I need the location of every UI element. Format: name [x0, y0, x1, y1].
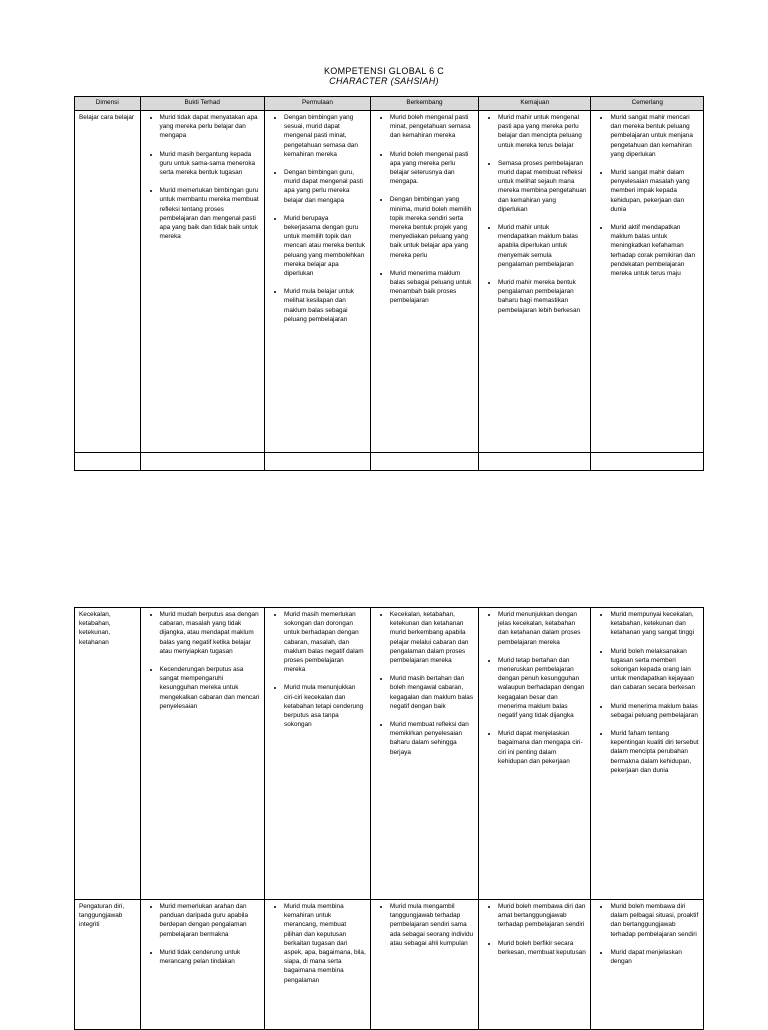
- descriptor-item: • Murid tetap bertahan dan meneruskan pembelajaran dengan penuh kesungguhan walaupun berhadapan dengan kegagalan besar dan menerima maklum balas negatif yang tidak dijangka: [498, 656, 586, 720]
- competency-table-2: [74, 607, 704, 1030]
- descriptor-item: • Murid masih bergantung kepada guru untuk sama-sama meneroka serta mereka bentuk tugasan: [160, 150, 260, 178]
- empty-row: [75, 453, 704, 471]
- descriptor-item: • Murid mempunyai kecekalan, ketabahan, ketekunan dan ketahanan yang sangat tinggi: [610, 610, 699, 638]
- descriptor-item: • Murid menerima maklum balas sebagai peluang untuk menambah baik proses pembelajaran: [390, 269, 474, 306]
- descriptor-item: • Murid mudah berputus asa dengan cabaran, masalah yang tidak dijangka, atau mendapat maklum balas yang negatif ketika belajar atau menyiapkan tugasan: [160, 610, 260, 656]
- descriptor-item: • Murid berupaya bekerjasama dengan guru untuk memilih topik dan mencari atau mereka bentuk peluang yang membolehkan mereka belajar apa diperlukan: [284, 214, 366, 278]
- descriptor-item: • Murid sangat mahir mencari dan mereka bentuk peluang pembelajaran untuk menjana pengetahuan dan kemahiran yang diperlukan: [610, 113, 699, 159]
- table-row: [75, 608, 704, 900]
- header-dimensi: Dimensi: [75, 97, 141, 111]
- descriptor-cell: [265, 608, 371, 900]
- descriptor-cell: [370, 608, 478, 900]
- descriptor-list: [269, 113, 366, 324]
- descriptor-item: • Semasa proses pembelajaran murid dapat membuat refleksi untuk melihat sejauh mana mereka membina pengetahuan dan kemahiran yang diperlukan: [498, 159, 586, 214]
- empty-cell: [479, 453, 591, 471]
- descriptor-cell: [265, 111, 371, 453]
- descriptor-item: • Murid mula belajar untuk melihat kesilapan dan maklum balas sebagai peluang pembelajaran: [284, 287, 366, 324]
- dimension-cell: Kecekalan, ketabahan, ketekunan, ketahanan: [75, 608, 141, 900]
- descriptor-item: • Murid mula mengambil tanggungjawab terhadap pembelajaran sendiri sama ada sebagai seorang individu atau sebagai ahli kumpulan: [390, 902, 474, 948]
- descriptor-item: • Murid menerima maklum balas sebagai peluang pembelajaran: [610, 702, 699, 720]
- descriptor-cell: [140, 111, 264, 453]
- descriptor-item: • Murid mahir untuk mendapatkan maklum balas apabila diperlukan untuk menyemak semula pengalaman pembelajaran: [498, 223, 586, 269]
- descriptor-list: [595, 113, 699, 278]
- empty-cell: [591, 453, 704, 471]
- header-permulaan: Permulaan: [265, 97, 371, 111]
- empty-cell: [265, 453, 371, 471]
- header-berkembang: Berkembang: [370, 97, 478, 111]
- descriptor-item: • Murid mahir mereka bentuk pengalaman pembelajaran baharu bagi memastikan pembelajaran lebih berkesan: [498, 278, 586, 315]
- descriptor-item: • Murid faham tentang kepentingan kualiti diri tersebut dalam mencipta perubahan bermakna dalam kehidupan, pekerjaan dan dunia: [610, 729, 699, 775]
- descriptor-list: [145, 902, 260, 966]
- descriptor-item: • Murid sangat mahir dalam penyelesaian masalah yang memberi impak kepada kehidupan, pekerjaan dan dunia: [610, 168, 699, 214]
- dimension-cell: Pengaturan diri, tanggungjawab integriti: [75, 900, 141, 1030]
- table-row: [75, 111, 704, 453]
- descriptor-cell: [591, 900, 704, 1030]
- descriptor-item: • Murid memerlukan bimbingan guru untuk membantu mereka membuat refleksi tentang proses pembelajaran dan mengenal pasti apa yang baik dan tidak baik untuk mereka: [160, 186, 260, 241]
- descriptor-item: • Dengan bimbingan yang minima, murid boleh memilih topik mereka sendiri serta mereka bentuk projek yang menyediakan peluang yang baik untuk belajar apa yang mereka perlu: [390, 195, 474, 259]
- descriptor-cell: [479, 900, 591, 1030]
- header-bukti-terhad: Bukti Terhad: [140, 97, 264, 111]
- descriptor-item: • Murid dapat menjelaskan dengan: [610, 948, 699, 966]
- descriptor-item: • Murid mula membina kemahiran untuk merancang, membuat pilihan dan keputusan berkaitan tugasan dari aspek, apa, bagaimana, bila, siapa, di mana serta bagaimana membina pengalaman: [284, 902, 366, 985]
- descriptor-item: • Murid tidak cenderung untuk merancang pelan tindakan: [160, 948, 260, 966]
- descriptor-cell: [591, 608, 704, 900]
- descriptor-item: • Murid dapat menjelaskan bagaimana dan mengapa ciri-ciri ini penting dalam kehidupan dan pekerjaan: [498, 729, 586, 766]
- empty-cell: [75, 453, 141, 471]
- document-subtitle: CHARACTER (SAHSIAH): [329, 76, 439, 86]
- descriptor-item: • Kecekalan, ketabahan, ketekunan dan ketahanan murid berkembang apabila pelajar melalui cabaran dan pengalaman dalam proses pembelajaran mereka: [390, 610, 474, 665]
- descriptor-item: • Murid menunjukkan dengan jelas kecekalan, ketabahan dan ketahanan dalam proses pembelajaran mereka: [498, 610, 586, 647]
- empty-cell: [370, 453, 478, 471]
- descriptor-item: • Murid memerlukan arahan dan panduan daripada guru apabila berdepan dengan pengalaman pembelajaran bermakna: [160, 902, 260, 939]
- descriptor-list: [375, 610, 474, 757]
- descriptor-cell: [479, 111, 591, 453]
- descriptor-list: [483, 113, 586, 315]
- descriptor-item: • Murid masih memerlukan sokongan dan dorongan untuk berhadapan dengan cabaran, masalah, dan maklum balas negatif dalam proses pembelajaran mereka: [284, 610, 366, 674]
- empty-cell: [140, 453, 264, 471]
- descriptor-cell: [265, 900, 371, 1030]
- descriptor-item: • Murid boleh berfikir secara berkesan, membuat keputusan: [498, 939, 586, 957]
- descriptor-cell: [140, 608, 264, 900]
- descriptor-item: • Murid mahir untuk mengenal pasti apa yang mereka perlu belajar dan mencipta peluang untuk mereka terus belajar: [498, 113, 586, 150]
- descriptor-list: [375, 902, 474, 948]
- competency-table-1: [74, 96, 704, 471]
- descriptor-list: [483, 902, 586, 957]
- descriptor-item: • Murid boleh membawa diri dan amat bertanggungjawab terhadap pembelajaran sendiri: [498, 902, 586, 930]
- descriptor-item: • Murid membuat refleksi dan memikirkan penyelesaian baharu dalam sehingga berjaya: [390, 720, 474, 757]
- descriptor-item: • Murid mula menunjukkan ciri-ciri kecekalan dan ketabahan tetapi cenderung berputus asa tanpa sokongan: [284, 683, 366, 729]
- descriptor-item: • Dengan bimbingan yang sesuai, murid dapat mengenal pasti minat, pengetahuan semasa dan kemahiran mereka: [284, 113, 366, 159]
- descriptor-item: • Murid tidak dapat menyatakan apa yang mereka perlu belajar dan mengapa: [160, 113, 260, 141]
- descriptor-item: • Murid boleh membawa diri dalam pelbagai situasi, proaktif dan bertanggungjawab terhadap pembelajaran sendiri: [610, 902, 699, 939]
- descriptor-list: [595, 902, 699, 966]
- descriptor-list: [483, 610, 586, 766]
- descriptor-item: • Murid aktif mendapatkan maklum balas untuk meningkatkan kefahaman terhadap corak pemikiran dan pendekatan pembelajaran mereka untuk terus maju: [610, 223, 699, 278]
- descriptor-item: • Dengan bimbingan guru, murid dapat mengenal pasti apa yang perlu mereka belajar dan mengapa: [284, 168, 366, 205]
- descriptor-list: [145, 610, 260, 711]
- descriptor-cell: [370, 111, 478, 453]
- header-kemajuan: Kemajuan: [479, 97, 591, 111]
- table-header-row: [75, 97, 704, 111]
- descriptor-list: [375, 113, 474, 306]
- descriptor-item: • Kecenderungan berputus asa sangat mempengaruhi kesungguhan mereka untuk mengekalkan cabaran dan mencari penyelesaian: [160, 665, 260, 711]
- descriptor-cell: [140, 900, 264, 1030]
- descriptor-item: • Murid boleh mengenal pasti minat, pengetahuan semasa dan kemahiran mereka: [390, 113, 474, 141]
- document-title: KOMPETENSI GLOBAL 6 C: [324, 66, 444, 76]
- table-row: [75, 900, 704, 1030]
- descriptor-list: [269, 610, 366, 729]
- descriptor-cell: [370, 900, 478, 1030]
- descriptor-item: • Murid masih bertahan dan boleh mengawal cabaran, kegagalan dan maklum balas negatif dengan baik: [390, 674, 474, 711]
- header-cemerlang: Cemerlang: [591, 97, 704, 111]
- descriptor-list: [269, 902, 366, 985]
- descriptor-list: [595, 610, 699, 775]
- descriptor-list: [145, 113, 260, 241]
- descriptor-item: • Murid boleh melaksanakan tugasan serta memberi sokongan kepada orang lain untuk mendapatkan kejayaan dan cabaran secara berkesan: [610, 647, 699, 693]
- descriptor-item: • Murid boleh mengenal pasti apa yang mereka perlu belajar seterusnya dan mengapa.: [390, 150, 474, 187]
- descriptor-cell: [591, 111, 704, 453]
- dimension-cell: Belajar cara belajar: [75, 111, 141, 453]
- descriptor-cell: [479, 608, 591, 900]
